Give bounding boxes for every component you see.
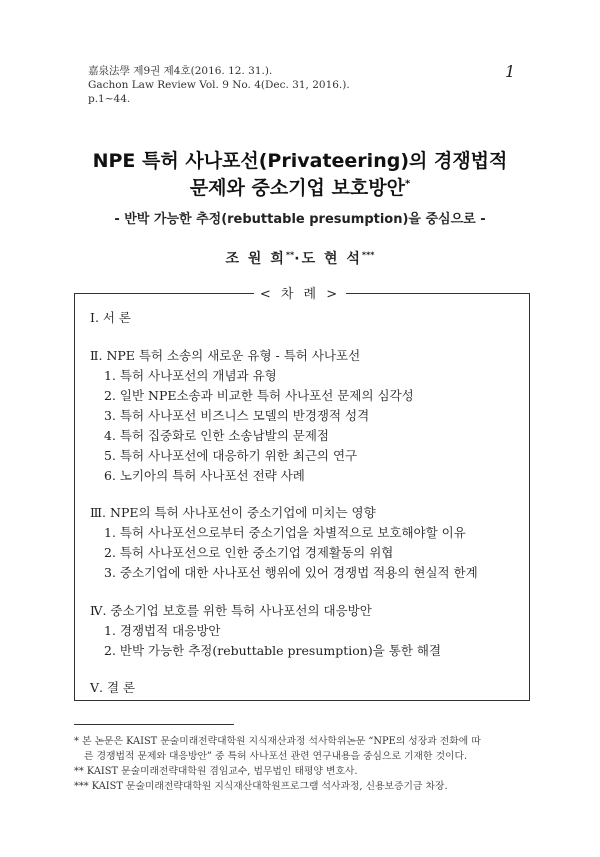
- author-separator: ·: [294, 251, 302, 267]
- toc-item: Ⅲ. NPE의 특허 사나포선이 중소기업에 미치는 영향: [90, 505, 376, 520]
- title-line2-text: 문제와 중소기업 보호방안: [189, 177, 405, 199]
- toc-item: 2. 반박 가능한 추정(rebuttable presumption)을 통한 해결: [104, 643, 442, 658]
- toc-item: 6. 노키아의 특허 사나포선 전략 사례: [104, 468, 305, 483]
- toc-item: 3. 특허 사나포선 비즈니스 모델의 반경쟁적 성격: [104, 408, 370, 423]
- journal-line-english: Gachon Law Review Vol. 9 No. 4(Dec. 31, 2016.).: [88, 79, 350, 91]
- author-1-mark: **: [285, 250, 295, 260]
- journal-line-korean: 嘉泉法學 제9권 제4호(2016. 12. 31.).: [88, 65, 273, 77]
- toc-item: 1. 특허 사나포선의 개념과 유형: [104, 368, 277, 383]
- paper-title-line1: NPE 특허 사나포선(Privateering)의 경쟁법적: [92, 150, 508, 172]
- footnote-3: *** KAIST 문술미래전략대학원 지식재산대학원프로그램 석사과정, 신용보증기금 차장.: [74, 781, 448, 792]
- toc-item: 1. 특허 사나포선으로부터 중소기업을 차별적으로 보호해야할 이유: [104, 525, 466, 540]
- author-line: [0, 248, 600, 268]
- toc-item: Ⅳ. 중소기업 보호를 위한 특허 사나포선의 대응방안: [90, 603, 372, 618]
- paper-subtitle: - 반박 가능한 추정(rebuttable presumption)을 중심으로 -: [114, 212, 486, 227]
- footnote-rule: [74, 724, 234, 725]
- paper-title-line2: [0, 173, 600, 200]
- toc-heading: [0, 283, 600, 302]
- title-footnote-mark: *: [404, 178, 411, 190]
- journal-info: [88, 64, 350, 106]
- toc-item: Ⅱ. NPE 특허 소송의 새로운 유형 - 특허 사나포선: [90, 348, 361, 363]
- journal-pages: p.1~44.: [88, 93, 131, 105]
- footnote-2: ** KAIST 문술미래전략대학원 겸임교수, 법무법인 태평양 변호사.: [74, 766, 358, 777]
- toc-item: 1. 경쟁법적 대응방안: [104, 623, 221, 638]
- author-1: 조 원 희: [225, 251, 286, 267]
- toc-item: 2. 일반 NPE소송과 비교한 특허 사나포선 문제의 심각성: [104, 388, 414, 403]
- author-2: 도 현 석: [301, 251, 362, 267]
- toc-item: 4. 특허 집중화로 인한 소송남발의 문제점: [104, 428, 329, 443]
- footnote-1-line2: 른 경쟁법적 문제와 대응방안” 중 특허 사나포선 관련 연구내용을 중심으로 기재한 것이다.: [84, 751, 468, 762]
- toc-item: Ⅴ. 결 론: [90, 680, 136, 695]
- toc-item: Ⅰ. 서 론: [90, 310, 132, 325]
- footnote-1-line1: * 본 논문은 KAIST 문술미래전략대학원 지식재산과정 석사학위논문 “NPE의 성장과 전화에 따: [74, 736, 481, 747]
- toc-item: 3. 중소기업에 대한 사나포선 행위에 있어 경쟁법 적용의 현실적 한계: [104, 565, 478, 580]
- author-2-mark: ***: [361, 250, 375, 260]
- toc-heading-text: < 차 례 >: [254, 287, 346, 302]
- toc-item: 2. 특허 사나포선으로 인한 중소기업 경제활동의 위협: [104, 545, 394, 560]
- page-number: 1: [505, 62, 516, 81]
- toc-item: 5. 특허 사나포선에 대응하기 위한 최근의 연구: [104, 448, 358, 463]
